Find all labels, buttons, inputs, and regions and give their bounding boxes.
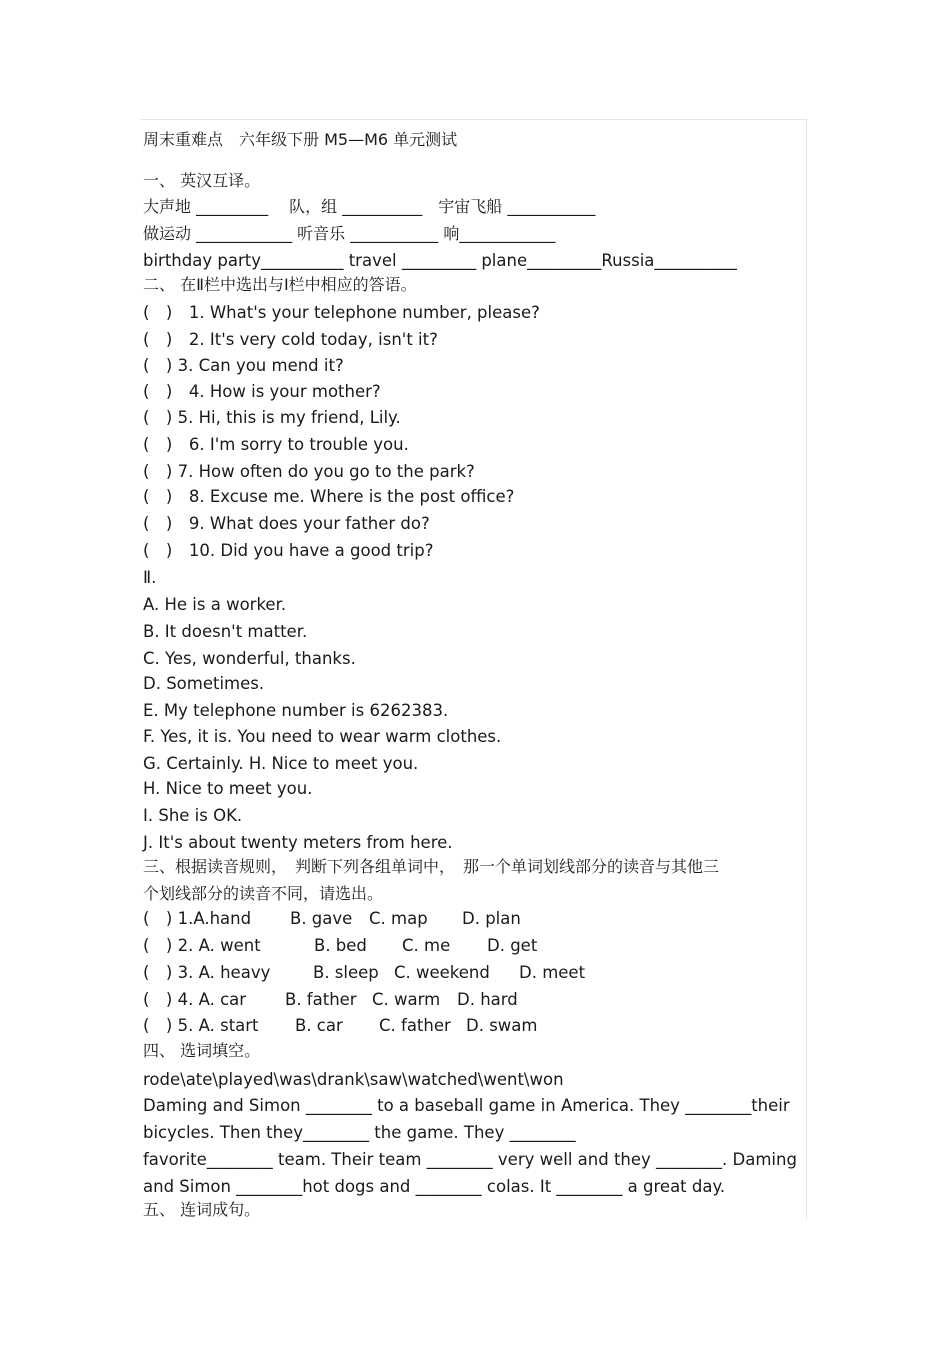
phonics-item-2-d: D. get: [487, 936, 538, 955]
answer-e: E. My telephone number is 6262383.: [143, 701, 449, 720]
passage-line-3: favorite________ team. Their team ________ very well and they ________. Daming: [143, 1150, 797, 1169]
phonics-item-5-a: ( ) 5. A. start: [143, 1016, 259, 1035]
phonics-item-5: [143, 1016, 743, 1038]
phonics-item-4-a: ( ) 4. A. car: [143, 990, 247, 1009]
answer-f: F. Yes, it is. You need to wear warm clothes.: [143, 727, 502, 746]
phonics-item-5-d: D. swam: [466, 1016, 538, 1035]
phonics-item-5-b: B. car: [295, 1016, 343, 1035]
phonics-item-3-a: ( ) 3. A. heavy: [143, 963, 271, 982]
phonics-item-1-b: B. gave: [290, 909, 353, 928]
phonics-item-2-b: B. bed: [314, 936, 367, 955]
phonics-item-2-a: ( ) 2. A. went: [143, 936, 261, 955]
phonics-item-1-a: ( ) 1.A.hand: [143, 909, 252, 928]
phonics-item-1-c: C. map: [369, 909, 428, 928]
phonics-item-4-c: C. warm: [372, 990, 441, 1009]
phonics-item-3: [143, 963, 743, 985]
section3-heading-line2: 个划线部分的读音不同，请选出。: [143, 884, 384, 903]
phonics-item-1: [143, 909, 743, 931]
question-10: ( ) 10. Did you have a good trip?: [143, 541, 434, 560]
question-3: ( ) 3. Can you mend it?: [143, 356, 344, 375]
phonics-item-2: [143, 936, 743, 958]
phonics-item-1-d: D. plan: [462, 909, 521, 928]
passage-line-1: Daming and Simon ________ to a baseball game in America. They ________their: [143, 1096, 790, 1115]
question-5: ( ) 5. Hi, this is my friend, Lily.: [143, 408, 401, 427]
translation-row-1: 大声地 _________ 队，组 __________ 宇宙飞船 ___________: [143, 197, 596, 216]
question-8: ( ) 8. Excuse me. Where is the post office?: [143, 487, 515, 506]
phonics-item-2-c: C. me: [402, 936, 451, 955]
section2-heading: 二、 在Ⅱ栏中选出与Ⅰ栏中相应的答语。: [143, 275, 417, 294]
phonics-item-3-c: C. weekend: [394, 963, 490, 982]
phonics-item-3-b: B. sleep: [313, 963, 379, 982]
question-1: ( ) 1. What's your telephone number, please?: [143, 303, 540, 322]
section3-heading-line1: 三、根据读音规则， 判断下列各组单词中， 那一个单词划线部分的读音与其他三: [143, 857, 720, 876]
translation-row-3: birthday party__________ travel _________ plane_________Russia__________: [143, 251, 737, 270]
answer-h: H. Nice to meet you.: [143, 779, 313, 798]
phonics-item-4-b: B. father: [285, 990, 357, 1009]
answer-c: C. Yes, wonderful, thanks.: [143, 649, 356, 668]
section1-heading: 一、 英汉互译。: [143, 171, 261, 190]
question-4: ( ) 4. How is your mother?: [143, 382, 381, 401]
answer-d: D. Sometimes.: [143, 674, 265, 693]
word-bank: rode\ate\played\was\drank\saw\watched\went\won: [143, 1070, 564, 1089]
translation-row-2: 做运动 ____________ 听音乐 ___________ 响____________: [143, 224, 556, 243]
section5-heading: 五、 连词成句。: [143, 1200, 261, 1219]
answer-j: J. It's about twenty meters from here.: [143, 833, 453, 852]
passage-line-2: bicycles. Then they________ the game. They ________: [143, 1123, 576, 1142]
answer-g: G. Certainly. H. Nice to meet you.: [143, 754, 419, 773]
question-9: ( ) 9. What does your father do?: [143, 514, 430, 533]
question-6: ( ) 6. I'm sorry to trouble you.: [143, 435, 409, 454]
phonics-item-3-d: D. meet: [519, 963, 586, 982]
answer-i: I. She is OK.: [143, 806, 243, 825]
phonics-item-5-c: C. father: [379, 1016, 451, 1035]
phonics-item-4-d: D. hard: [457, 990, 518, 1009]
passage-line-4: and Simon ________hot dogs and ________ colas. It ________ a great day.: [143, 1177, 726, 1196]
section4-heading: 四、 选词填空。: [143, 1041, 261, 1060]
page-title: 周末重难点 六年级下册 M5—M6 单元测试: [143, 130, 458, 149]
phonics-item-4: [143, 990, 743, 1012]
question-2: ( ) 2. It's very cold today, isn't it?: [143, 330, 438, 349]
question-7: ( ) 7. How often do you go to the park?: [143, 462, 475, 481]
column-ii-label: Ⅱ.: [143, 568, 157, 587]
answer-b: B. It doesn't matter.: [143, 622, 308, 641]
answer-a: A. He is a worker.: [143, 595, 287, 614]
